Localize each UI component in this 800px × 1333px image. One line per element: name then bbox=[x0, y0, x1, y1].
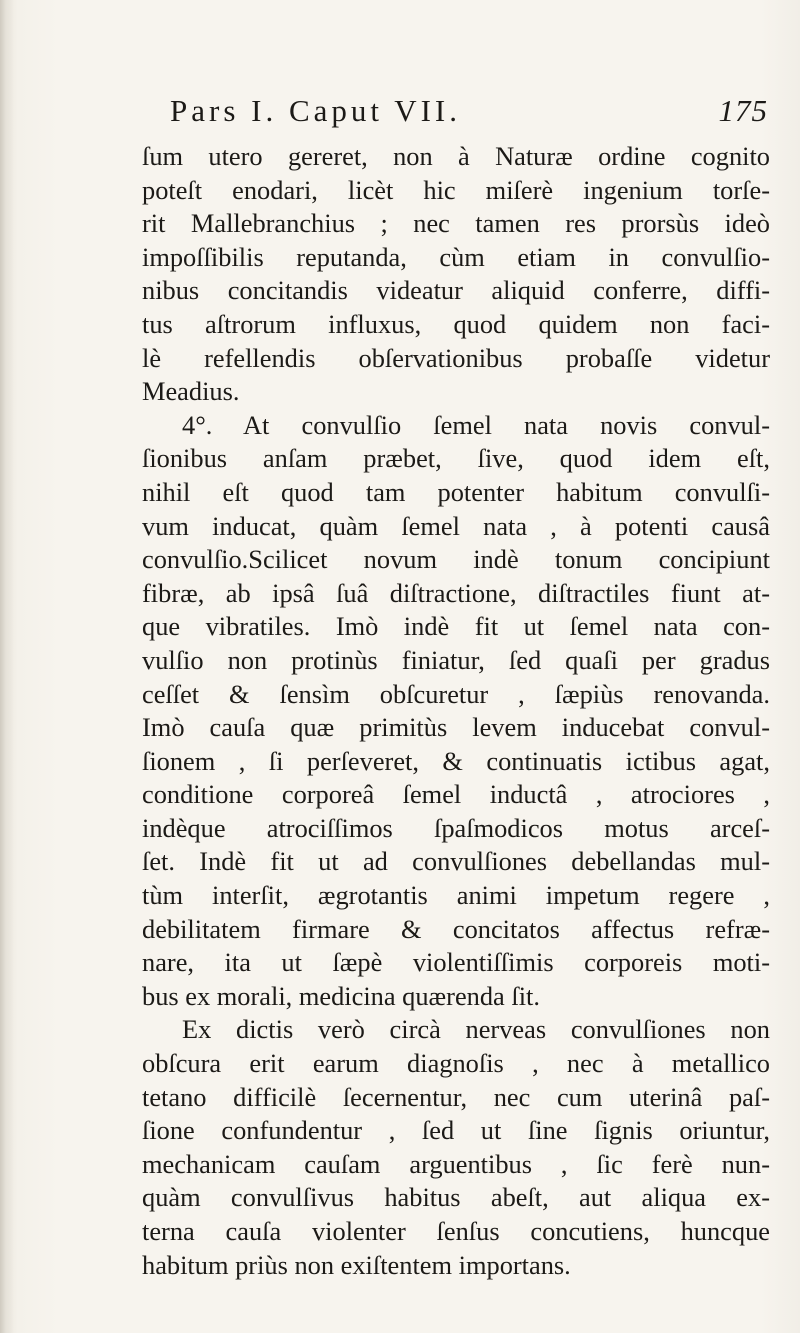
binding-edge bbox=[0, 0, 14, 1333]
text-line: lè refellendis obſervationibus probaſſe videtur bbox=[142, 342, 770, 373]
text-line: Imò cauſa quæ primitùs levem inducebat convul- bbox=[142, 712, 770, 743]
text-line: ſionem , ſi perſeveret, & continuatis ictibus agat, bbox=[142, 745, 770, 776]
text-line: debilitatem firmare & concitatos affectus refræ- bbox=[142, 913, 770, 944]
page-header bbox=[170, 93, 770, 137]
text-line: ſione confundentur , ſed ut ſine ſignis oriuntur, bbox=[142, 1115, 770, 1146]
text-line: tus aſtrorum influxus, quod quidem non faci- bbox=[142, 308, 770, 339]
text-line: nibus concitandis videatur aliquid conferre, diffi- bbox=[142, 275, 770, 306]
text-line: tetano difficilè ſecernentur, nec cum uterinâ paſ- bbox=[142, 1081, 770, 1112]
text-line: quàm convulſivus habitus abeſt, aut aliqua ex- bbox=[142, 1182, 770, 1213]
text-line: nihil eſt quod tam potenter habitum convulſi- bbox=[142, 476, 770, 507]
text-line: ſum utero gereret, non à Naturæ ordine cognito bbox=[142, 141, 770, 171]
text-line: bus ex morali, medicina quærenda ſit. bbox=[142, 980, 540, 1011]
text-line: terna cauſa violenter ſenſus concutiens, huncque bbox=[142, 1216, 770, 1246]
text-line: ceſſet & ſensìm obſcuretur , ſæpiùs renovanda. bbox=[142, 678, 770, 709]
text-line: vulſio non protinùs finiatur, ſed quaſi per gradus bbox=[142, 644, 770, 675]
text-line: rit Mallebranchius ; nec tamen res prorsùs ideò bbox=[142, 208, 770, 239]
text-line: 4°. At convulſio ſemel nata novis convul- bbox=[182, 409, 770, 440]
text-line: que vibratiles. Imò indè fit ut ſemel nata con- bbox=[142, 611, 770, 642]
text-line: habitum priùs non exiſtentem importans. bbox=[142, 1249, 571, 1280]
body-text bbox=[142, 140, 770, 1282]
text-line: nare, ita ut ſæpè violentiſſimis corporeis moti- bbox=[142, 947, 770, 978]
text-line: vum inducat, quàm ſemel nata , à potenti causâ bbox=[142, 510, 770, 541]
text-line: mechanicam cauſam arguentibus , ſic ferè nun- bbox=[142, 1148, 770, 1179]
text-line: ſionibus anſam præbet, ſive, quod idem eſt, bbox=[142, 443, 770, 474]
text-line: obſcura erit earum diagnoſis , nec à metallico bbox=[142, 1048, 770, 1079]
page-number: 175 bbox=[718, 93, 768, 128]
running-head: Pars I. Caput VII. bbox=[170, 93, 461, 128]
text-line: Ex dictis verò circà nerveas convulſiones non bbox=[182, 1014, 770, 1045]
text-line: conditione corporeâ ſemel inductâ , atrociores , bbox=[142, 779, 770, 810]
text-line: convulſio.Scilicet novum indè tonum concipiunt bbox=[142, 544, 770, 575]
text-line: poteſt enodari, licèt hic miſerè ingenium torſe- bbox=[142, 174, 770, 205]
text-line: tùm interſit, ægrotantis animi impetum regere , bbox=[142, 880, 770, 911]
text-line: impoſſibilis reputanda, cùm etiam in convulſio- bbox=[142, 241, 770, 272]
text-line: Meadius. bbox=[142, 376, 240, 407]
text-line: fibræ, ab ipsâ ſuâ diſtractione, diſtractiles fiunt at- bbox=[142, 577, 770, 608]
text-line: indèque atrociſſimos ſpaſmodicos motus arceſ- bbox=[142, 812, 770, 843]
text-line: ſet. Indè fit ut ad convulſiones debellandas mul- bbox=[142, 846, 770, 877]
